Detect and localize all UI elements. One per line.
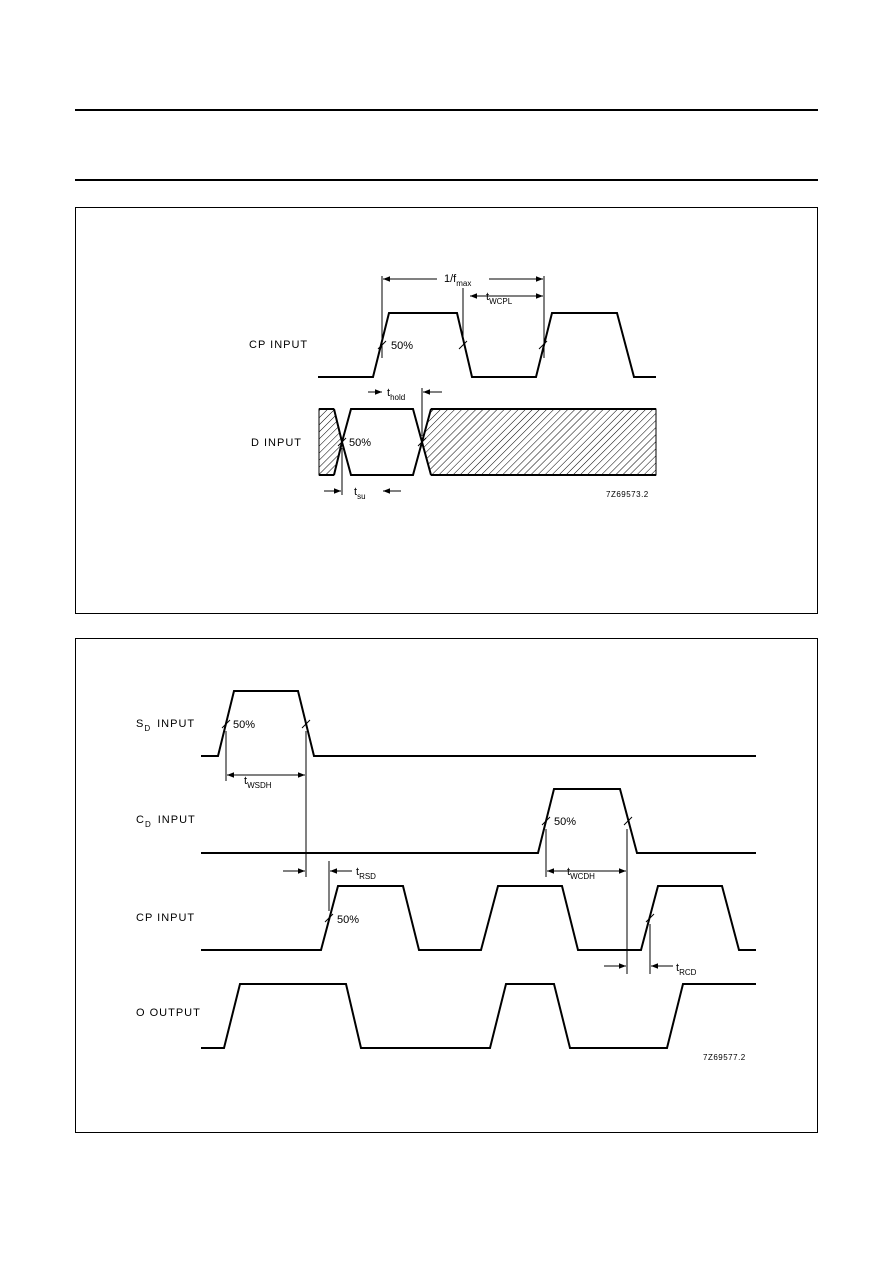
sd-input-label: $S_D$ INPUT <box>136 718 196 733</box>
header-rule-top <box>75 109 818 111</box>
q-output-label: O OUTPUT <box>136 1007 201 1019</box>
sd-50pct-label: 50% <box>233 719 256 731</box>
thold-label: $t_{hold}$ <box>387 387 406 402</box>
q-output-waveform <box>201 984 756 1048</box>
d-50pct-label: 50% <box>349 437 372 449</box>
d-dontcare-right <box>422 409 656 475</box>
cp2-input-label: CP INPUT <box>136 912 196 924</box>
figure-2-timing-diagram <box>76 639 817 1132</box>
tsu-label: $t_{su}$ <box>354 486 366 501</box>
figure-2-panel <box>75 638 818 1133</box>
figure-2-code: 7Z69577.2 <box>703 1053 746 1062</box>
fmax-label: $1/f_{max}$ <box>444 273 472 288</box>
cd-input-label: $C_D$ INPUT <box>136 814 196 829</box>
cp-50pct-label: 50% <box>391 340 414 352</box>
cp-waveform <box>318 313 656 377</box>
cp2-50pct-label: 50% <box>337 914 360 926</box>
twsdh-label: $t_{WSDH}$ <box>244 775 272 790</box>
sd-waveform <box>201 691 756 756</box>
trsd-label: $t_{RSD}$ <box>356 866 376 881</box>
twcpl-label: $t_{WCPL}$ <box>486 291 513 306</box>
trcd-label: $t_{RCD}$ <box>676 962 697 977</box>
twcdh-label: $t_{WCDH}$ <box>567 866 595 881</box>
header-rule-bottom <box>75 179 818 181</box>
d-dontcare-left <box>319 409 342 475</box>
cd-waveform <box>201 789 756 853</box>
figure-1-timing-diagram <box>76 208 817 613</box>
cd-50pct-label: 50% <box>554 816 577 828</box>
d-input-label: D INPUT <box>251 437 302 449</box>
cp-input-label: CP INPUT <box>249 339 309 351</box>
figure-1-panel <box>75 207 818 614</box>
figure-1-code: 7Z69573.2 <box>606 490 649 499</box>
cp2-waveform <box>201 886 756 950</box>
